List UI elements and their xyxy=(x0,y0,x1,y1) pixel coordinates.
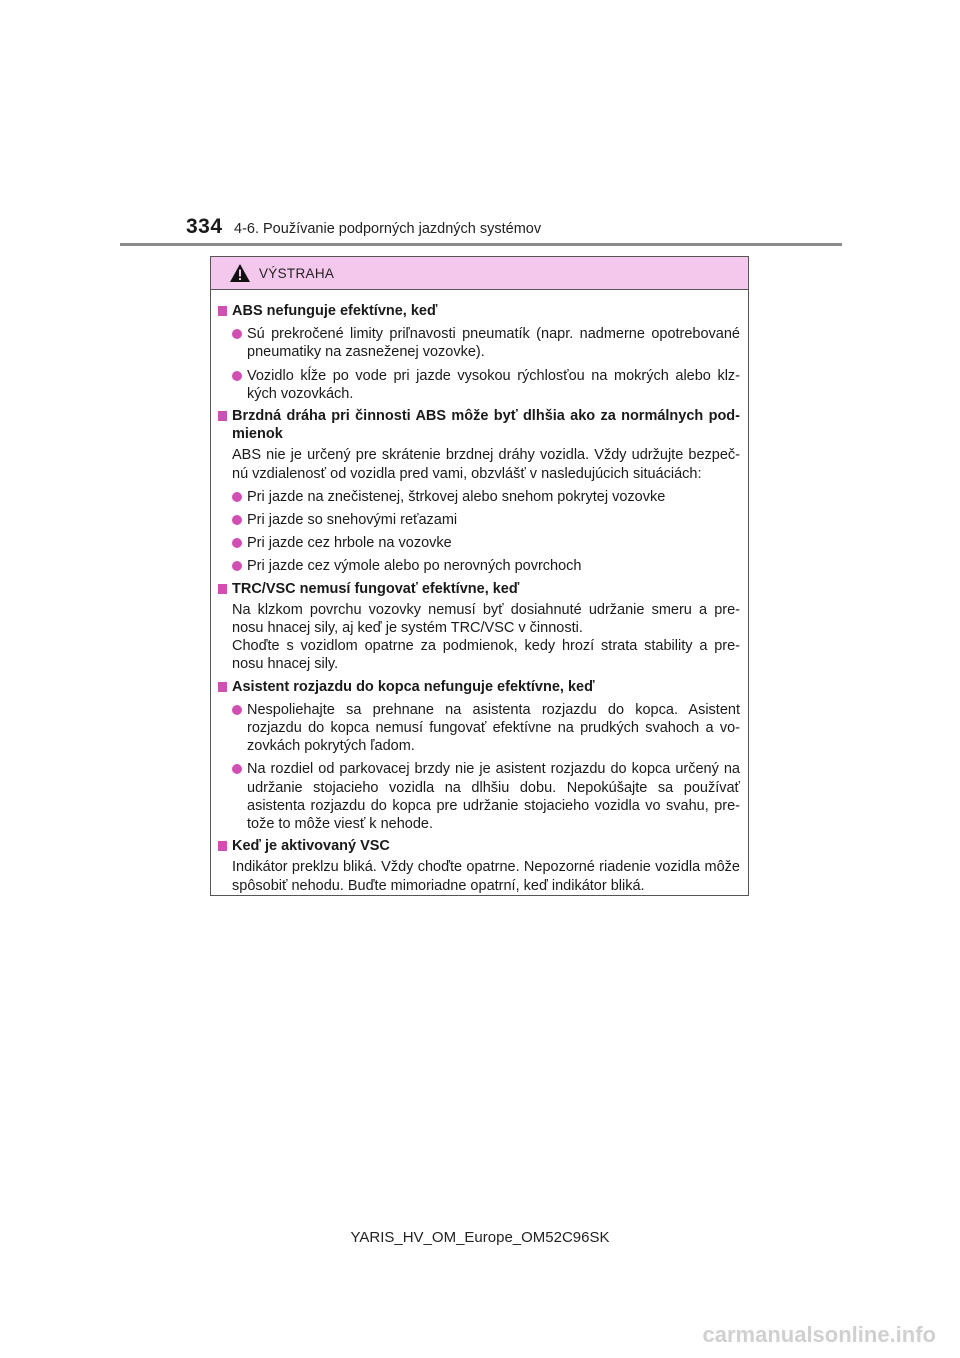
watermark: carmanualsonline.info xyxy=(702,1322,936,1347)
circle-bullet-icon xyxy=(232,764,242,774)
section-text: Choďte s vozidlom opatrne za podmienok, kedy hrozí strata stability a pre-nosu hnacej sily. xyxy=(232,638,740,673)
list-item: Pri jazde so snehovými reťazami xyxy=(217,511,740,529)
warning-header xyxy=(211,257,748,290)
section-heading: Asistent rozjazdu do kopca nefunguje efektívne, keď xyxy=(217,678,740,696)
square-bullet-icon xyxy=(218,682,227,692)
list-item: Pri jazde cez hrbole na vozovke xyxy=(217,534,740,552)
section-title: 4-6. Používanie podporných jazdných systémov xyxy=(234,221,542,237)
list-item: Sú prekročené limity priľnavosti pneumatík (napr. nadmerne opotrebované pneumatiky na zasneženej vozovke). xyxy=(217,325,740,361)
warning-label: VÝSTRAHA xyxy=(259,265,335,281)
section-text: Na klzkom povrchu vozovky nemusí byť dosiahnuté udržanie smeru a pre-nosu hnacej sily, aj keď je systém TRC/VSC v činnosti. xyxy=(232,601,740,637)
square-bullet-icon xyxy=(218,411,227,421)
circle-bullet-icon xyxy=(232,561,242,571)
list-item: Vozidlo kĺže po vode pri jazde vysokou rýchlosťou na mokrých alebo klz-kých vozovkách. xyxy=(217,367,740,403)
section-heading: Keď je aktivovaný VSC xyxy=(217,837,740,855)
square-bullet-icon xyxy=(218,841,227,851)
section-heading: Brzdná dráha pri činnosti ABS môže byť dlhšia ako za normálnych pod-mienok xyxy=(217,407,740,443)
list-item: Na rozdiel od parkovacej brzdy nie je asistent rozjazdu do kopca určený na udržanie stojacieho vozidla na dlhšiu dobu. Nepokúšajte sa používať asistenta rozjazdu do kopca pre udržanie stojacieho vozidla vo svahu, pre-tože to môže viesť k nehode. xyxy=(217,760,740,833)
section-heading: ABS nefunguje efektívne, keď xyxy=(217,302,740,320)
warning-box xyxy=(210,256,749,896)
list-item: Pri jazde cez výmole alebo po nerovných povrchoch xyxy=(217,557,740,575)
list-item: Nespoliehajte sa prehnane na asistenta rozjazdu do kopca. Asistent rozjazdu do kopca nemusí fungovať efektívne na prudkých svahoch a vo-zovkách pokrytých ľadom. xyxy=(217,701,740,756)
circle-bullet-icon xyxy=(232,705,242,715)
warning-body xyxy=(211,290,748,895)
square-bullet-icon xyxy=(218,306,227,316)
page-number: 334 xyxy=(186,215,223,238)
list-item: Pri jazde na znečistenej, štrkovej alebo snehom pokrytej vozovke xyxy=(217,488,740,506)
circle-bullet-icon xyxy=(232,515,242,525)
section-text: Indikátor preklzu bliká. Vždy choďte opatrne. Nepozorné riadenie vozidla môže spôsobiť nehodu. Buďte mimoriadne opatrní, keď indikátor bliká. xyxy=(232,859,740,894)
circle-bullet-icon xyxy=(232,538,242,548)
document-code: YARIS_HV_OM_Europe_OM52C96SK xyxy=(350,1229,610,1246)
section-heading: TRC/VSC nemusí fungovať efektívne, keď xyxy=(217,580,740,598)
section-text: ABS nie je určený pre skrátenie brzdnej dráhy vozidla. Vždy udržujte bezpeč-nú vzdialenosť od vozidla pred vami, obzvlášť v nasledujúcich situáciách: xyxy=(232,447,740,482)
circle-bullet-icon xyxy=(232,371,242,381)
header-divider xyxy=(120,243,842,246)
warning-triangle-icon xyxy=(229,263,251,283)
circle-bullet-icon xyxy=(232,492,242,502)
square-bullet-icon xyxy=(218,584,227,594)
circle-bullet-icon xyxy=(232,329,242,339)
